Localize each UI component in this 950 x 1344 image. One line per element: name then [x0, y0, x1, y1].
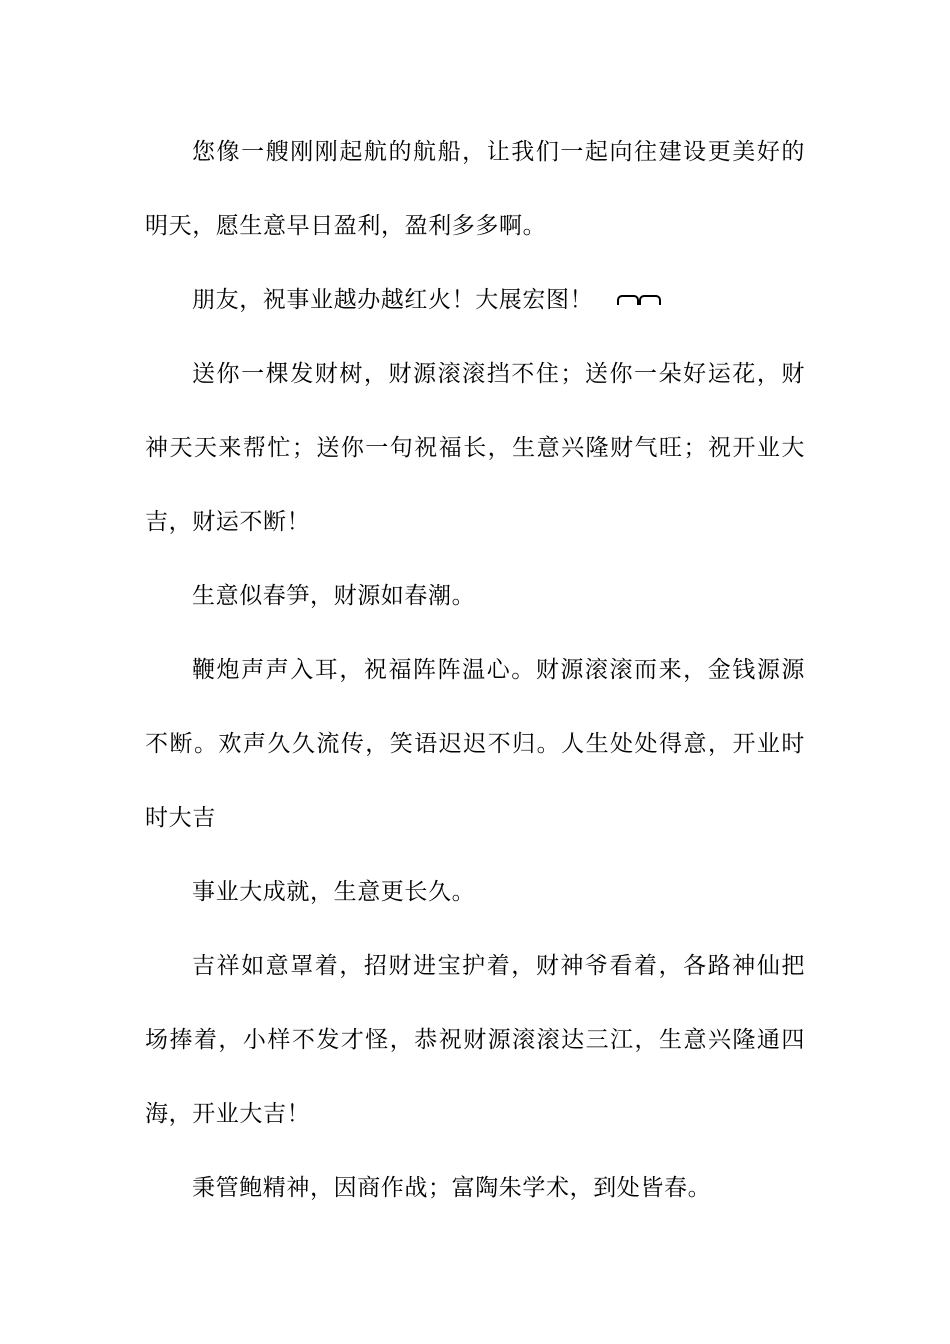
smile-emoticon-icon	[617, 295, 663, 305]
paragraph-8: 秉管鲍精神，因商作战；富陶朱学术，到处皆春。	[192, 1175, 712, 1201]
paragraph-3: 送你一棵发财树，财源滚滚挡不住；送你一朵好运花，财神天天来帮忙；送你一句祝福长，生意兴隆财气旺；祝开业大吉，财运不断！	[145, 361, 805, 535]
paragraph-5: 鞭炮声声入耳，祝福阵阵温心。财源滚滚而来，金钱源源不断。欢声久久流传，笑语迟迟不归。人生处处得意，开业时时大吉	[145, 657, 805, 831]
paragraph-6: 事业大成就，生意更长久。	[192, 879, 476, 905]
paragraph-7: 吉祥如意罩着，招财进宝护着，财神爷看着，各路神仙把场捧着，小样不发才怪，恭祝财源滚滚达三江，生意兴隆通四海，开业大吉！	[145, 953, 805, 1127]
paragraph-4: 生意似春笋，财源如春潮。	[192, 583, 476, 609]
paragraph-1: 您像一艘刚刚起航的航船，让我们一起向往建设更美好的明天，愿生意早日盈利，盈利多多啊。	[145, 139, 805, 239]
paragraph-2	[145, 263, 805, 337]
document-body	[145, 115, 805, 1225]
paragraph-2-text: 朋友，祝事业越办越红火！大展宏图！	[192, 287, 594, 313]
